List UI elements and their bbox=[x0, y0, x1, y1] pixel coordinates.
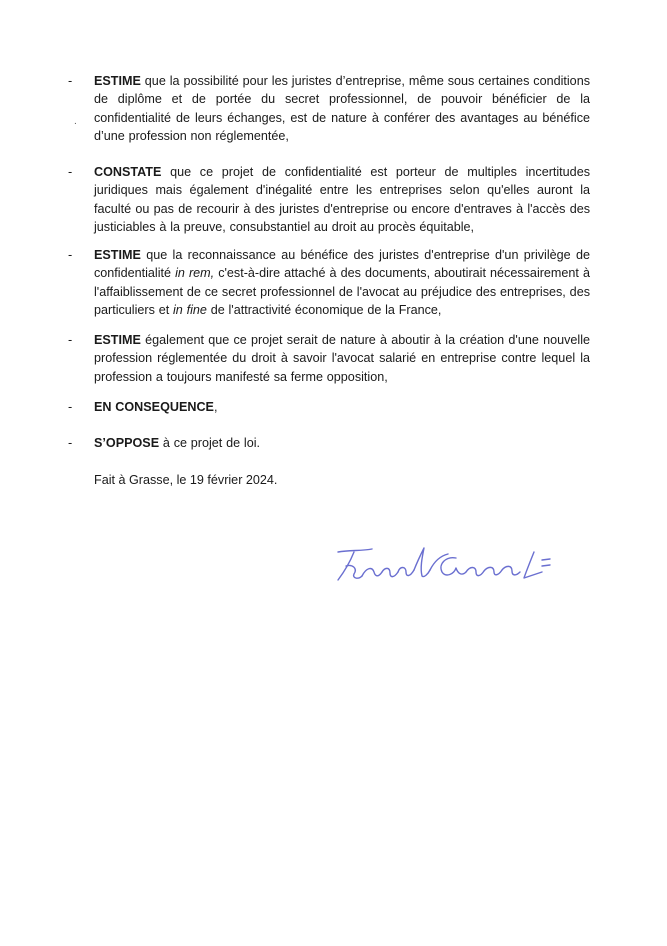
resolution-body: c'est-à-dire attaché à des documents, aboutirait nécessairement à l'affaiblissement de ce secret professionnel de l'avocat au préjudice des entreprises, des particuliers et bbox=[94, 266, 590, 318]
bullet-dash: - bbox=[68, 333, 73, 347]
resolution-text bbox=[94, 331, 590, 386]
bullet-dash: - bbox=[68, 248, 73, 262]
resolution-text bbox=[94, 398, 590, 416]
resolution-body: de l'attractivité économique de la France, bbox=[206, 303, 442, 318]
resolution-body: également que ce projet serait de nature à aboutir à la création d'une nouvelle profession réglementée du droit à savoir l'avocat salarié en entreprise contre lequel la profession a toujours manifesté sa ferme opposition, bbox=[94, 333, 590, 384]
latin-term: in fine bbox=[173, 303, 207, 318]
resolution-body: à ce projet de loi. bbox=[159, 436, 261, 450]
resolution-text bbox=[94, 163, 590, 237]
resolution-body: que ce projet de confidentialité est porteur de multiples incertitudes juridiques mais également d'inégalité entre les entreprises selon qu'elles auront la faculté ou pas de recourir à des juristes d'entreprise ou encore d'entraves à l'accès des justiciables à la preuve, consubstantiel au droit au procès équitable, bbox=[94, 165, 590, 235]
resolution-keyword: CONSTATE bbox=[94, 165, 162, 179]
resolution-text bbox=[94, 72, 590, 146]
resolution-body: que la possibilité pour les juristes d’entreprise, même sous certaines conditions de diplôme et de portée du secret professionnel, de pouvoir bénéficier de la confidentialité de leurs échanges, est de nature à conférer des avantages au bénéfice d’une profession non réglementée, bbox=[94, 74, 590, 144]
closing-date-line: Fait à Grasse, le 19 février 2024. bbox=[94, 473, 278, 487]
resolution-keyword: ESTIME bbox=[94, 248, 141, 262]
stray-mark: . bbox=[74, 116, 77, 127]
bullet-dash: - bbox=[68, 436, 73, 450]
resolution-keyword: EN CONSEQUENCE bbox=[94, 400, 214, 414]
handwritten-signature bbox=[330, 540, 560, 590]
bullet-dash: - bbox=[68, 400, 73, 414]
resolution-keyword: S’OPPOSE bbox=[94, 436, 160, 450]
bullet-dash: - bbox=[68, 74, 73, 88]
resolution-keyword: ESTIME bbox=[94, 333, 141, 347]
bullet-dash: - bbox=[68, 165, 73, 179]
resolution-text bbox=[94, 246, 590, 320]
latin-term: in rem, bbox=[175, 266, 215, 281]
resolution-text bbox=[94, 434, 590, 452]
resolution-body: , bbox=[213, 400, 218, 414]
resolution-body: que la reconnaissance au bénéfice des juristes d'entreprise d'un privilège de confidentialité bbox=[94, 248, 590, 281]
resolution-keyword: ESTIME bbox=[94, 74, 141, 88]
